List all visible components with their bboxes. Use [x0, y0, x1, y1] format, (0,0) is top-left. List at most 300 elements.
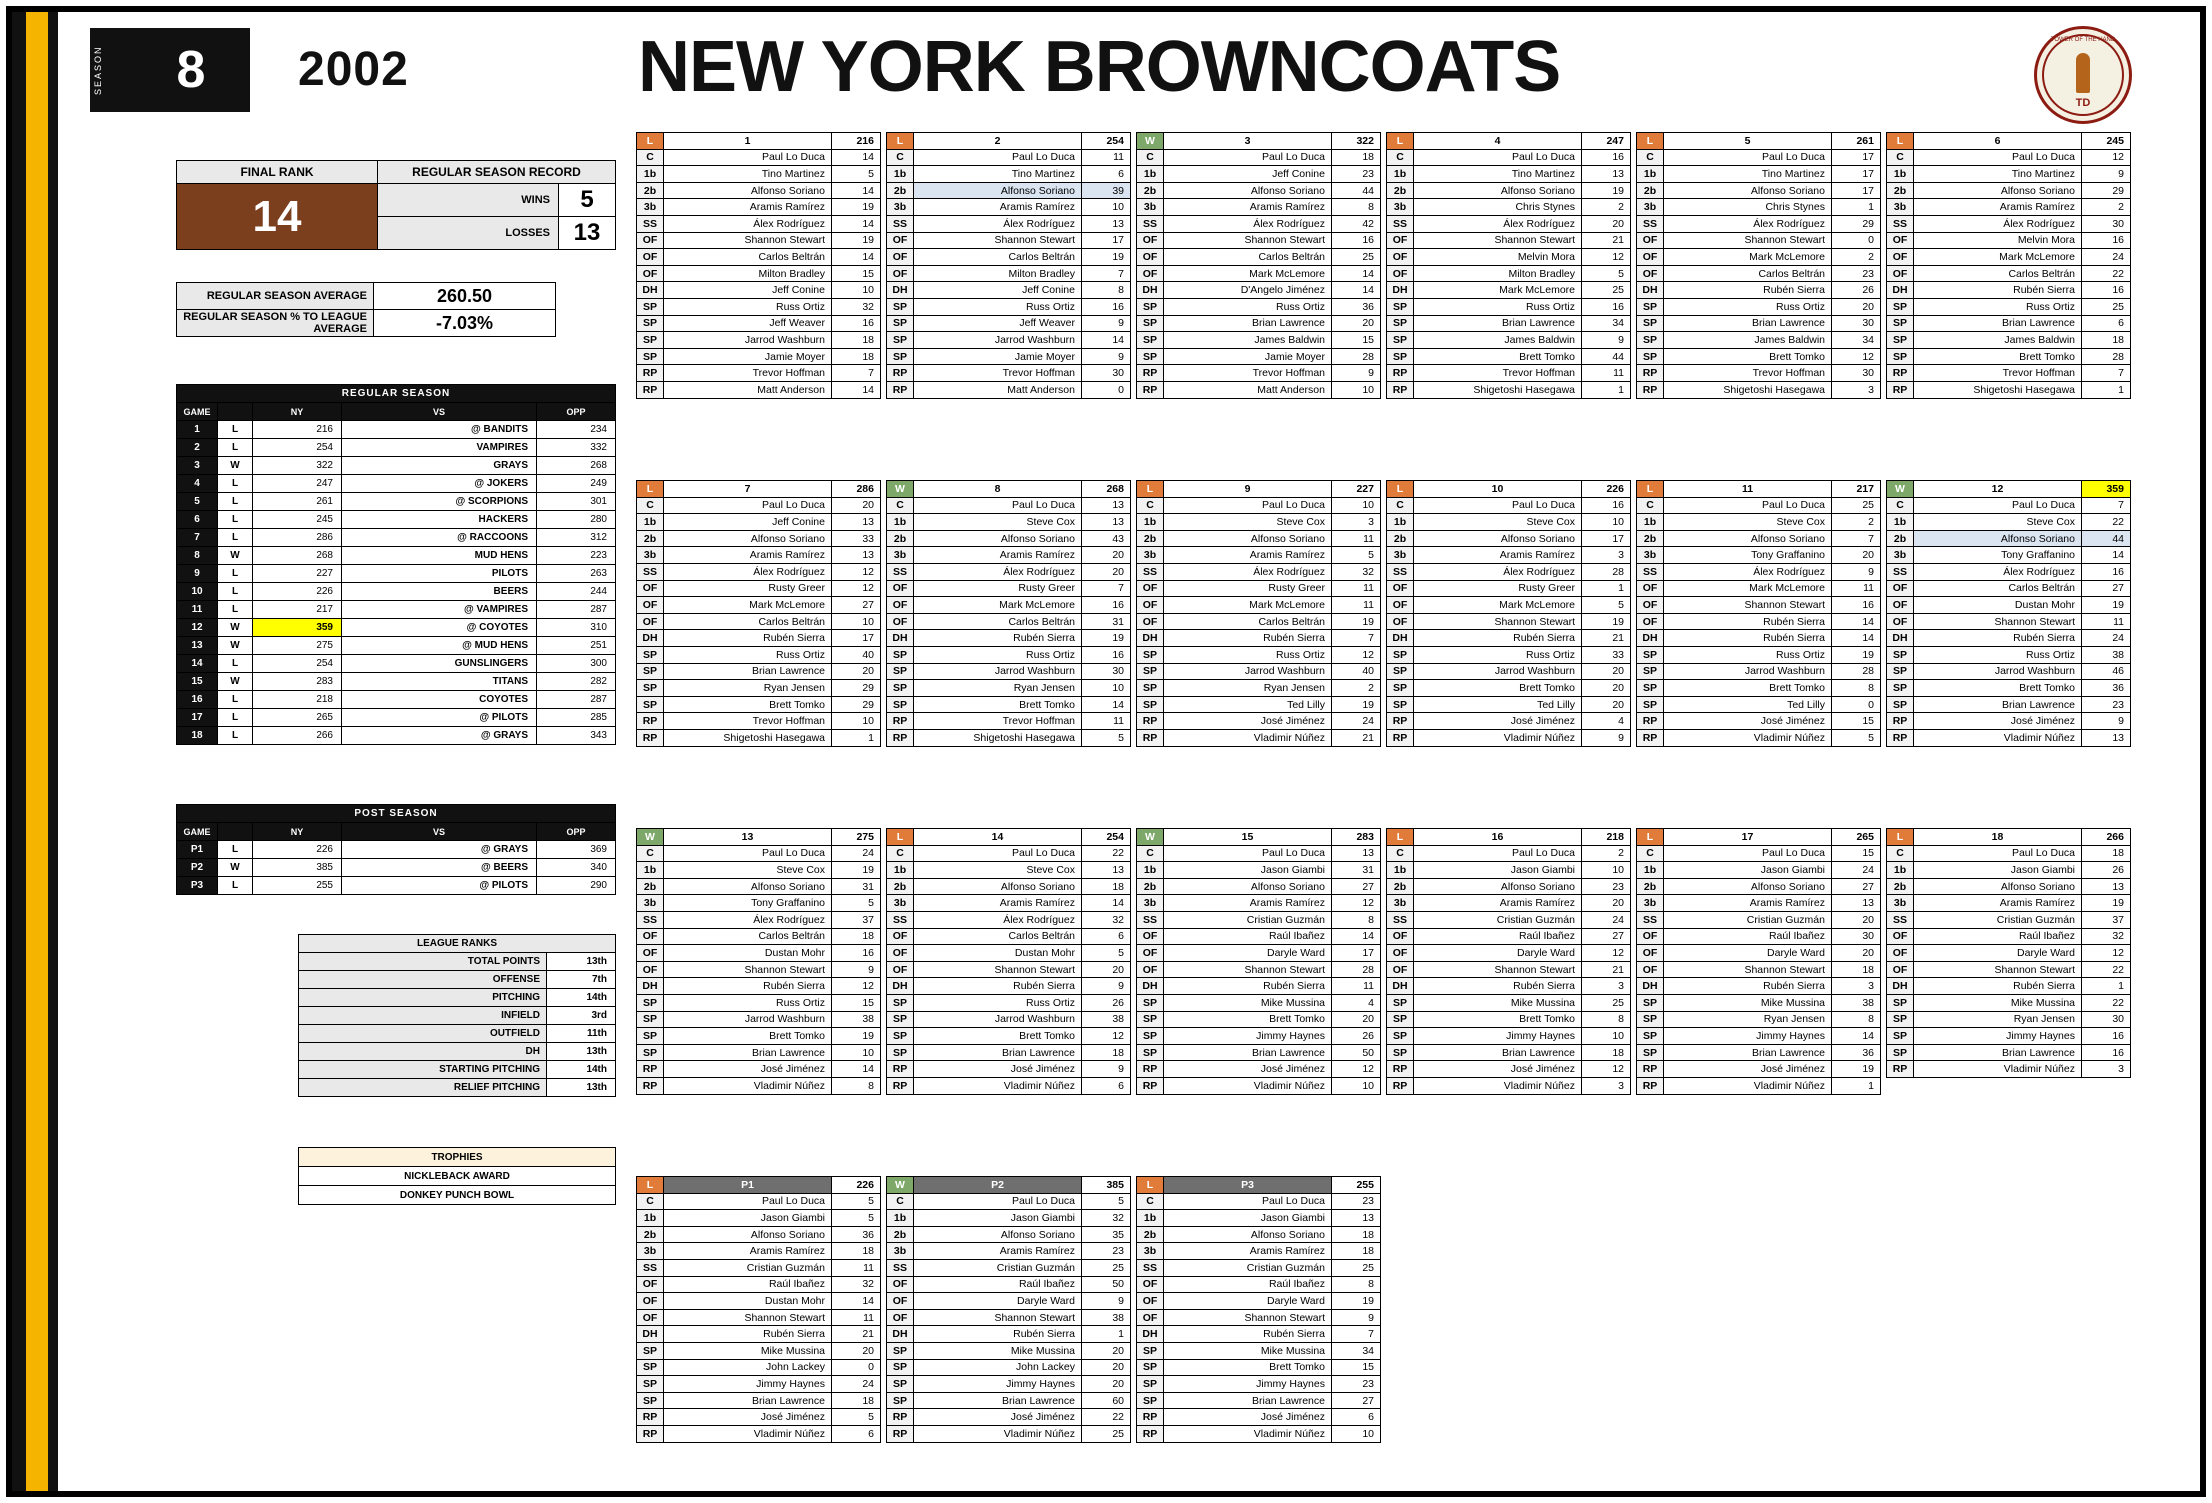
player-points: 22 — [2082, 961, 2131, 978]
player-points: 1 — [1582, 580, 1631, 597]
player-points: 20 — [1582, 215, 1631, 232]
game-number: P3 — [177, 877, 218, 895]
player-position: SP — [1887, 315, 1914, 332]
player-points: 3 — [1582, 547, 1631, 564]
player-points: 18 — [832, 1243, 881, 1260]
card-player-row — [1887, 514, 2131, 531]
player-points: 8 — [1332, 1276, 1381, 1293]
player-name: Daryle Ward — [1164, 945, 1332, 962]
player-position: DH — [1887, 978, 1914, 995]
player-name: Dustan Mohr — [664, 1293, 832, 1310]
player-points: 44 — [2082, 530, 2131, 547]
card-player-row — [1387, 928, 1631, 945]
player-name: Brian Lawrence — [1914, 315, 2082, 332]
card-player-row — [887, 680, 1131, 697]
card-player-row — [887, 1077, 1131, 1094]
player-name: Álex Rodríguez — [1414, 563, 1582, 580]
player-points: 8 — [1332, 199, 1381, 216]
player-points: 13 — [1332, 1210, 1381, 1227]
ny-score: 322 — [253, 457, 342, 475]
card-player-row — [887, 315, 1131, 332]
player-points: 16 — [2082, 282, 2131, 299]
player-position: OF — [637, 1293, 664, 1310]
player-position: OF — [1137, 597, 1164, 614]
player-position: SP — [1887, 1028, 1914, 1045]
player-position: RP — [887, 1425, 914, 1442]
player-points: 13 — [832, 547, 881, 564]
card-player-row — [1887, 348, 2131, 365]
card-player-row — [1887, 663, 2131, 680]
player-name: Ryan Jensen — [1914, 1011, 2082, 1028]
player-position: SP — [1137, 1044, 1164, 1061]
game-result: L — [218, 529, 253, 547]
player-points: 11 — [1582, 365, 1631, 382]
player-points: 1 — [1082, 1326, 1131, 1343]
player-position: SP — [637, 696, 664, 713]
card-player-row — [1137, 895, 1381, 912]
list-item — [299, 953, 616, 971]
card-player-row — [1637, 282, 1881, 299]
card-player-row — [887, 1259, 1131, 1276]
player-position: SS — [637, 215, 664, 232]
player-points: 15 — [832, 994, 881, 1011]
card-player-row — [637, 1409, 881, 1426]
player-points: 23 — [1332, 1376, 1381, 1393]
player-name: Mike Mussina — [1164, 994, 1332, 1011]
player-name: Alfonso Soriano — [914, 878, 1082, 895]
table-row — [177, 655, 616, 673]
player-name: Shannon Stewart — [1164, 232, 1332, 249]
player-points: 11 — [1832, 580, 1881, 597]
player-points: 10 — [1332, 381, 1381, 398]
player-position: OF — [887, 961, 914, 978]
card-player-row — [1887, 497, 2131, 514]
player-points: 11 — [1332, 597, 1381, 614]
player-name: Brian Lawrence — [1664, 1044, 1832, 1061]
card-player-row — [1387, 696, 1631, 713]
player-position: SP — [887, 663, 914, 680]
player-points: 12 — [1832, 348, 1881, 365]
player-position: RP — [1137, 1061, 1164, 1078]
league-ranks-table — [298, 934, 616, 1097]
card-player-row — [1387, 199, 1631, 216]
player-name: José Jiménez — [1914, 713, 2082, 730]
player-name: Brett Tomko — [1664, 348, 1832, 365]
player-points: 29 — [1832, 215, 1881, 232]
player-name: Alfonso Soriano — [664, 1226, 832, 1243]
player-points: 4 — [1582, 713, 1631, 730]
player-name: Aramis Ramírez — [1914, 895, 2082, 912]
player-position: C — [887, 149, 914, 166]
player-points: 3 — [1832, 978, 1881, 995]
player-position: SP — [1137, 680, 1164, 697]
player-name: Cristian Guzmán — [914, 1259, 1082, 1276]
table-row — [177, 727, 616, 745]
player-position: SS — [1137, 1259, 1164, 1276]
player-points: 14 — [2082, 547, 2131, 564]
player-position: RP — [637, 729, 664, 746]
opp-score: 287 — [537, 601, 616, 619]
player-points: 19 — [832, 862, 881, 879]
player-position: RP — [887, 1061, 914, 1078]
player-points: 12 — [832, 580, 881, 597]
game-card — [886, 1176, 1131, 1443]
list-item — [299, 971, 616, 989]
player-name: Álex Rodríguez — [664, 911, 832, 928]
player-position: 3b — [1387, 547, 1414, 564]
card-score: 216 — [832, 133, 881, 150]
card-player-row — [637, 1342, 881, 1359]
player-name: Vladimir Núñez — [664, 1425, 832, 1442]
player-position: SP — [887, 1359, 914, 1376]
player-name: Rusty Greer — [664, 580, 832, 597]
card-result: L — [1887, 133, 1914, 150]
player-position: 1b — [1137, 1210, 1164, 1227]
player-position: SS — [1637, 911, 1664, 928]
card-score: 266 — [2082, 829, 2131, 846]
player-position: 1b — [637, 514, 664, 531]
opponent: @ BANDITS — [342, 421, 537, 439]
player-points: 10 — [1332, 1425, 1381, 1442]
player-points: 60 — [1082, 1392, 1131, 1409]
player-position: C — [1887, 497, 1914, 514]
card-player-row — [887, 1193, 1131, 1210]
player-name: Russ Ortiz — [1164, 646, 1332, 663]
game-number: 17 — [177, 709, 218, 727]
player-points: 3 — [2082, 1061, 2131, 1078]
card-player-row — [1387, 315, 1631, 332]
player-position: 3b — [637, 547, 664, 564]
player-points: 16 — [1582, 497, 1631, 514]
player-name: Álex Rodríguez — [914, 215, 1082, 232]
card-player-row — [637, 580, 881, 597]
player-position: C — [1887, 845, 1914, 862]
player-position: DH — [887, 630, 914, 647]
table-row — [177, 565, 616, 583]
player-position: OF — [637, 961, 664, 978]
player-name: Jason Giambi — [914, 1210, 1082, 1227]
game-number: 8 — [177, 547, 218, 565]
card-player-row — [1137, 845, 1381, 862]
opponent: VAMPIRES — [342, 439, 537, 457]
player-points: 10 — [1582, 514, 1631, 531]
player-points: 23 — [1832, 265, 1881, 282]
card-player-row — [887, 1359, 1131, 1376]
card-score: 359 — [2082, 481, 2131, 498]
player-position: 1b — [887, 1210, 914, 1227]
player-name: Tino Martinez — [664, 166, 832, 183]
card-player-row — [1637, 547, 1881, 564]
opponent: PILOTS — [342, 565, 537, 583]
player-points: 1 — [832, 729, 881, 746]
card-player-row — [1137, 1011, 1381, 1028]
card-player-row — [637, 497, 881, 514]
player-points: 2 — [1832, 249, 1881, 266]
opp-score: 244 — [537, 583, 616, 601]
player-points: 5 — [1082, 1193, 1131, 1210]
card-player-row — [1887, 978, 2131, 995]
card-player-row — [887, 663, 1131, 680]
player-points: 14 — [1332, 265, 1381, 282]
player-name: Rubén Sierra — [664, 1326, 832, 1343]
player-position: C — [1637, 845, 1664, 862]
player-position: RP — [1387, 1077, 1414, 1094]
player-points: 24 — [2082, 249, 2131, 266]
card-player-row — [887, 713, 1131, 730]
ny-score: 247 — [253, 475, 342, 493]
game-number: 1 — [177, 421, 218, 439]
player-position: 1b — [1887, 514, 1914, 531]
table-row — [177, 439, 616, 457]
player-points: 11 — [1082, 149, 1131, 166]
player-position: SP — [1137, 1376, 1164, 1393]
player-points: 32 — [832, 298, 881, 315]
player-name: José Jiménez — [664, 1061, 832, 1078]
player-points: 18 — [1332, 1226, 1381, 1243]
player-position: 2b — [637, 878, 664, 895]
player-position: OF — [1887, 580, 1914, 597]
player-points: 5 — [832, 1193, 881, 1210]
opp-score: 287 — [537, 691, 616, 709]
card-player-row — [1887, 845, 2131, 862]
card-game-number: 3 — [1164, 133, 1332, 150]
list-item — [299, 1043, 616, 1061]
player-position: SP — [1137, 348, 1164, 365]
card-player-row — [1137, 878, 1381, 895]
card-player-row — [1387, 381, 1631, 398]
card-player-row — [637, 1061, 881, 1078]
player-points: 6 — [1332, 1409, 1381, 1426]
card-player-row — [887, 563, 1131, 580]
player-position: SP — [1137, 696, 1164, 713]
player-points: 12 — [832, 563, 881, 580]
player-name: José Jiménez — [664, 1409, 832, 1426]
player-points: 24 — [1582, 911, 1631, 928]
player-position: OF — [887, 232, 914, 249]
player-position: RP — [1637, 729, 1664, 746]
player-position: OF — [887, 945, 914, 962]
player-position: SP — [1137, 994, 1164, 1011]
player-name: Alfonso Soriano — [1914, 878, 2082, 895]
player-position: 3b — [887, 199, 914, 216]
player-name: Mark McLemore — [1164, 265, 1332, 282]
player-name: Jarrod Washburn — [914, 332, 1082, 349]
card-player-row — [1637, 166, 1881, 183]
game-result: W — [218, 859, 253, 877]
player-points: 7 — [1082, 580, 1131, 597]
player-name: Rubén Sierra — [1664, 282, 1832, 299]
player-position: OF — [637, 232, 664, 249]
player-name: Daryle Ward — [1914, 945, 2082, 962]
card-score: 261 — [1832, 133, 1881, 150]
player-position: SP — [1887, 298, 1914, 315]
player-name: Tony Graffanino — [664, 895, 832, 912]
player-points: 11 — [1332, 580, 1381, 597]
player-position: SS — [887, 1259, 914, 1276]
card-player-row — [887, 928, 1131, 945]
player-position: SP — [1137, 332, 1164, 349]
card-game-number: 2 — [914, 133, 1082, 150]
card-player-row — [887, 547, 1131, 564]
game-result: L — [218, 475, 253, 493]
player-position: 3b — [1887, 895, 1914, 912]
card-score: 275 — [832, 829, 881, 846]
card-player-row — [1387, 613, 1631, 630]
table-row — [177, 877, 616, 895]
card-player-row — [1137, 1061, 1381, 1078]
player-points: 8 — [1582, 1011, 1631, 1028]
opp-score: 340 — [537, 859, 616, 877]
card-score: 226 — [1582, 481, 1631, 498]
player-position: SP — [887, 680, 914, 697]
card-player-row — [1637, 1011, 1881, 1028]
card-player-row — [1137, 381, 1381, 398]
card-player-row — [1637, 895, 1881, 912]
player-points: 1 — [1582, 381, 1631, 398]
player-name: Paul Lo Duca — [914, 497, 1082, 514]
player-position: 2b — [1137, 1226, 1164, 1243]
player-name: José Jiménez — [1664, 1061, 1832, 1078]
game-number: P1 — [177, 841, 218, 859]
player-position: RP — [887, 713, 914, 730]
player-points: 16 — [2082, 232, 2131, 249]
player-name: Alfonso Soriano — [1914, 182, 2082, 199]
player-points: 21 — [1582, 630, 1631, 647]
player-position: 3b — [1887, 547, 1914, 564]
card-player-row — [637, 713, 881, 730]
player-position: 3b — [637, 199, 664, 216]
player-position: 2b — [1387, 182, 1414, 199]
game-result: L — [218, 601, 253, 619]
player-position: SP — [1387, 1028, 1414, 1045]
player-position: SP — [1887, 1011, 1914, 1028]
player-points: 14 — [832, 182, 881, 199]
player-name: Jarrod Washburn — [1914, 663, 2082, 680]
player-points: 19 — [832, 199, 881, 216]
player-points: 19 — [2082, 895, 2131, 912]
player-points: 1 — [2082, 381, 2131, 398]
player-position: OF — [1387, 597, 1414, 614]
player-position: OF — [637, 1276, 664, 1293]
player-points: 1 — [1832, 199, 1881, 216]
player-name: Cristian Guzmán — [1914, 911, 2082, 928]
player-name: Steve Cox — [1664, 514, 1832, 531]
card-player-row — [1387, 646, 1631, 663]
card-player-row — [1137, 215, 1381, 232]
card-game-number: 5 — [1664, 133, 1832, 150]
player-name: Russ Ortiz — [914, 298, 1082, 315]
player-points: 11 — [832, 1309, 881, 1326]
card-player-row — [637, 1210, 881, 1227]
season-number: 8 — [176, 41, 206, 99]
rank-value: 7th — [547, 971, 616, 989]
player-points: 16 — [1082, 298, 1131, 315]
player-position: SP — [1637, 663, 1664, 680]
player-points: 12 — [1582, 1061, 1631, 1078]
player-name: Paul Lo Duca — [1664, 845, 1832, 862]
player-position: 3b — [1637, 547, 1664, 564]
player-name: Shigetoshi Hasegawa — [664, 729, 832, 746]
game-card — [1386, 132, 1631, 399]
player-points: 17 — [1832, 149, 1881, 166]
player-position: RP — [1387, 365, 1414, 382]
player-points: 10 — [832, 613, 881, 630]
player-position: SP — [1637, 994, 1664, 1011]
player-position: RP — [1137, 729, 1164, 746]
player-name: Aramis Ramírez — [1414, 547, 1582, 564]
player-position: RP — [637, 1061, 664, 1078]
player-name: Brian Lawrence — [1664, 315, 1832, 332]
rank-label: TOTAL POINTS — [299, 953, 547, 971]
player-points: 12 — [1582, 249, 1631, 266]
card-player-row — [637, 1243, 881, 1260]
player-name: Steve Cox — [914, 862, 1082, 879]
player-position: RP — [1887, 713, 1914, 730]
player-points: 2 — [1832, 514, 1881, 531]
column-header: GAME — [177, 823, 218, 841]
player-name: Jeff Conine — [664, 282, 832, 299]
player-name: Shigetoshi Hasegawa — [1664, 381, 1832, 398]
player-position: 1b — [1887, 862, 1914, 879]
player-points: 20 — [1082, 547, 1131, 564]
player-position: 1b — [1387, 514, 1414, 531]
rank-value: 14th — [547, 1061, 616, 1079]
player-name: Mike Mussina — [1164, 1342, 1332, 1359]
player-position: 3b — [887, 1243, 914, 1260]
column-header: OPP — [537, 823, 616, 841]
card-player-row — [637, 1044, 881, 1061]
player-position: OF — [1637, 928, 1664, 945]
game-result: W — [218, 457, 253, 475]
card-player-row — [1137, 497, 1381, 514]
player-points: 14 — [1082, 332, 1131, 349]
player-position: RP — [887, 1409, 914, 1426]
card-game-number: 13 — [664, 829, 832, 846]
player-name: Álex Rodríguez — [1914, 215, 2082, 232]
card-player-row — [1887, 945, 2131, 962]
game-result: W — [218, 547, 253, 565]
player-points: 18 — [1082, 1044, 1131, 1061]
player-points: 6 — [1082, 1077, 1131, 1094]
card-player-row — [887, 166, 1131, 183]
player-points: 17 — [1832, 166, 1881, 183]
player-position: OF — [637, 945, 664, 962]
player-name: Vladimir Núñez — [1664, 729, 1832, 746]
card-player-row — [887, 1293, 1131, 1310]
card-player-row — [1637, 580, 1881, 597]
ny-score: 275 — [253, 637, 342, 655]
card-player-row — [1637, 497, 1881, 514]
player-name: Rubén Sierra — [1664, 630, 1832, 647]
player-name: Shannon Stewart — [1914, 961, 2082, 978]
card-player-row — [637, 1309, 881, 1326]
player-position: 3b — [887, 547, 914, 564]
player-name: Jeff Conine — [1164, 166, 1332, 183]
player-points: 9 — [2082, 713, 2131, 730]
player-name: José Jiménez — [1164, 713, 1332, 730]
player-position: OF — [637, 928, 664, 945]
player-points: 23 — [1332, 1193, 1381, 1210]
player-points: 12 — [1332, 1061, 1381, 1078]
player-points: 18 — [832, 348, 881, 365]
card-player-row — [1387, 298, 1631, 315]
card-score: 218 — [1582, 829, 1631, 846]
player-name: Vladimir Núñez — [1414, 1077, 1582, 1094]
ny-score: 286 — [253, 529, 342, 547]
table-row — [177, 457, 616, 475]
player-points: 18 — [832, 332, 881, 349]
player-points: 7 — [1332, 1326, 1381, 1343]
